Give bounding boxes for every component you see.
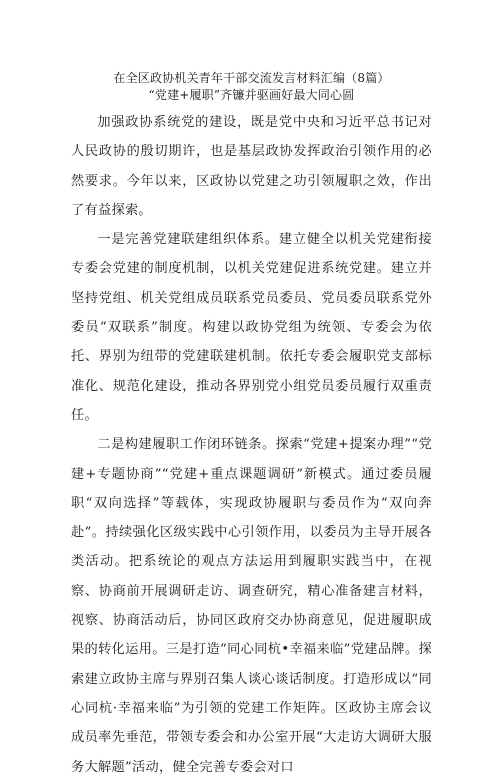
body-paragraph-1: 加强政协系统党的建设，既是党中央和习近平总书记对人民政协的殷切期许，也是基层政协发挥政治引领作用的必然要求。今年以来，区政协以党建之功引领履职之效，作出了有益探索。 <box>71 115 432 218</box>
body-paragraph-3: 二是构建履职工作闭环链条。探索“党建+提案办理”“党建+专题协商”“党建+重点课题调研”新模式。通过委员履职“双向选择”等载体，实现政协履职与委员作为“双向奔赴”。持续强化区级实践中心引领作用，以委员为主导开展各类活动。把系统论的观点方法运用到履职实践当中，在视察、协商前开展调研走访、调查研究，精心准备建言材料，视察、协商活动后，协同区政府交办协商意见，促进履职成果的转化运用。三是打造“同心同杭•幸福来临”党建品牌。探索建立政协主席与界别召集人谈心谈话制度。打造形成以“同心同杭·幸福来临”为引领的党建工作矩阵。区政协主席会议成员率先垂范，带领专委会和办公室开展“大走访大调研大服务大解题”活动，健全完善专委会对口 <box>71 437 432 775</box>
document-subtitle: “党建+履职”齐镰并驱画好最大同心圆 <box>148 88 355 102</box>
body-paragraph-2: 一是完善党建联建组织体系。建立健全以机关党建衔接专委会党建的制度机制，以机关党建促进系统党建。建立并坚持党组、机关党组成员联系党员委员、党员委员联系党外委员“双联系”制度。构建以政协党组为统领、专委会为依托、界别为纽带的党建联建机制。依托专委会履职党支部标准化、规范化建设，推动各界别党小组党员委员履行双重责任。 <box>71 232 432 423</box>
document-title: 在全区政协机关青年干部交流发言材料汇编（8篇） <box>113 71 390 85</box>
